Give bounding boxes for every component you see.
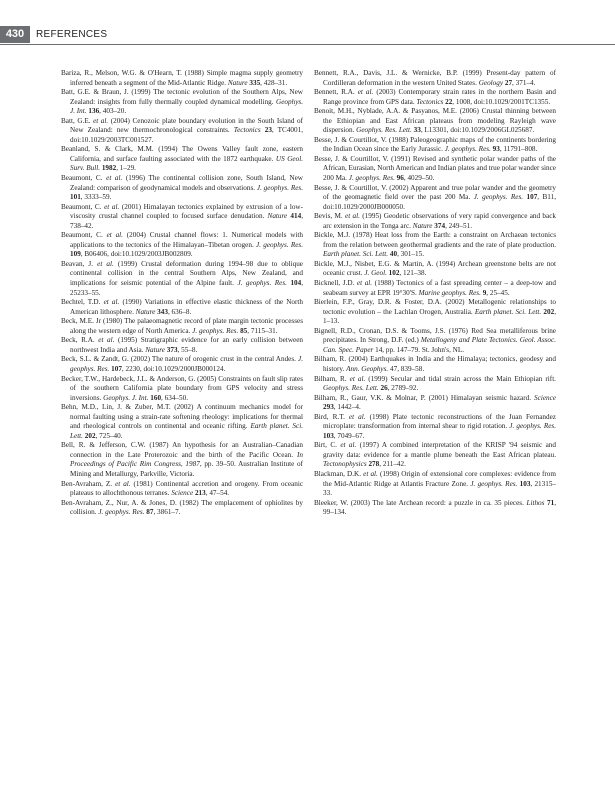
- reference-authors: Bell, R. & Jefferson, C.W. (1987) An hypothesis for an Australian–Canadian connection in the Late Proterozoic and the birth of the Pacific Ocean.: [61, 441, 303, 459]
- reference-volume: 96: [396, 174, 404, 183]
- reference-volume: 101: [70, 193, 81, 202]
- et-al: et al.: [97, 259, 114, 268]
- reference-entry: [314, 327, 556, 356]
- reference-authors: Beaumont, C.: [61, 202, 105, 211]
- reference-citation: , 1–29.: [116, 164, 136, 173]
- reference-title: (1988) Tectonics of a fast spreading center – a deep-tow and seabeam survey at EPR 19°30'S.: [323, 279, 557, 297]
- reference-authors: Beaumont, C.: [61, 231, 107, 240]
- reference-entry: [61, 336, 303, 355]
- reference-citation: , 7115–31.: [247, 326, 278, 335]
- reference-authors: Becker, T.W., Hardebeck, J.L. & Anderson, G. (2005) Constraints on fault slip rates of the southern California plate boundary from GPS velocity and stress inversions.: [61, 374, 303, 402]
- reference-journal: J. geophys. Res.: [470, 479, 518, 488]
- reference-authors: Bickle, M.J., Nisbet, E.G. & Martin, A. (1994) Archean greenstone belts are not oceanic crust.: [314, 259, 556, 278]
- reference-entry: [314, 499, 556, 518]
- et-al: et al.: [349, 374, 366, 383]
- reference-volume: 27: [504, 78, 513, 87]
- reference-title: (1996) The continental collision zone, South Island, New Zealand: comparison of geodynamical models and observations.: [70, 174, 303, 192]
- reference-entry: [314, 394, 556, 413]
- reference-journal: J. Geol.: [364, 269, 387, 278]
- reference-entry: [314, 375, 556, 394]
- reference-journal: Geology: [478, 78, 504, 87]
- reference-entry: [314, 260, 556, 279]
- reference-authors: Beck, R.A.: [61, 336, 99, 345]
- reference-volume: 104: [290, 279, 302, 288]
- reference-journal: Nature: [135, 307, 156, 316]
- reference-citation: , 371–4.: [512, 78, 536, 87]
- reference-citation: , B11, doi:10.1029/2000JB000050.: [323, 193, 557, 211]
- reference-journal: Science: [534, 393, 556, 402]
- reference-entry: [61, 145, 303, 174]
- reference-journal: Metallogeny and Plate Tectonics. Geol. Assoc. Can. Spec. Paper: [323, 336, 556, 354]
- reference-authors: Bilham, R. (2004) Earthquakes in India and the Himalaya; tectonics, geodesy and history.: [314, 355, 556, 373]
- reference-entry: [314, 279, 556, 298]
- reference-volume: 335: [249, 78, 261, 87]
- reference-journal: J. geophys. Res.: [192, 326, 239, 335]
- reference-citation: , 725–40.: [95, 431, 123, 440]
- reference-entry: [314, 155, 556, 184]
- et-al: et al.: [357, 88, 374, 97]
- reference-title: (1995) Stratigraphic evidence for an early collision between northwest India and Asia.: [70, 336, 303, 354]
- reference-journal: J. geophys. Res.: [473, 193, 524, 202]
- reference-authors: Besse, J. & Courtillot, V. (1988) Paleogeographic maps of the continents bordering the Indian Ocean since the Early Jurassic.: [314, 135, 556, 154]
- reference-volume: 414: [290, 212, 302, 221]
- reference-entry: [314, 413, 556, 442]
- reference-authors: Blackman, D.K.: [314, 469, 364, 478]
- reference-entry: [314, 88, 556, 107]
- reference-citation: , 403–20.: [99, 107, 127, 116]
- reference-journal: Tectonics: [233, 126, 261, 135]
- et-al: et al.: [103, 298, 120, 307]
- reference-entry: [61, 317, 303, 336]
- reference-citation: , 3333–59.: [80, 193, 112, 202]
- reference-entry: [61, 260, 303, 298]
- reference-authors: Bennett, R.A.: [314, 88, 358, 97]
- right-column: [314, 69, 556, 518]
- reference-volume: 9: [482, 288, 487, 297]
- reference-citation: , 634–50.: [161, 393, 188, 402]
- et-al: et al.: [345, 212, 360, 221]
- reference-title: (1998) Plate tectonic reconstructions of the Juan Fernandez microplate: transformation from internal shear to rigid rotation.: [323, 412, 556, 431]
- reference-citation: , 7049–67.: [333, 431, 365, 440]
- page-header: [0, 0, 615, 44]
- reference-citation: , 3861–7.: [153, 508, 181, 517]
- reference-entry: [314, 107, 556, 136]
- reference-entry: [61, 355, 303, 374]
- reference-citation: 47, 839–58.: [388, 364, 425, 373]
- reference-entry: [314, 184, 556, 213]
- reference-journal: J. geophys. Res.: [509, 422, 556, 431]
- reference-journal: Earth planet. Sci. Lett.: [70, 422, 303, 440]
- reference-volume: 23: [264, 126, 272, 135]
- reference-citation: , 55–8.: [177, 345, 198, 354]
- reference-volume: 136: [88, 107, 100, 116]
- reference-authors: Batt, G.E. & Braun, J. (1999) The tectonic evolution of the Southern Alps, New Zealand: insights from fully thermally coupled dynamical modelling.: [61, 88, 303, 106]
- reference-title: (1999) Crustal deformation during 1994–98 due to oblique continental collision in the central Southern Alps, New Zealand, and implications for seismic potential of the Alpine fault.: [70, 259, 303, 288]
- reference-entry: [61, 88, 303, 117]
- reference-journal: Earth planet. Sci. Lett.: [323, 250, 389, 259]
- reference-citation: , 211–42.: [379, 460, 406, 469]
- reference-citation: , 636–8.: [167, 307, 192, 316]
- et-al: et al.: [115, 479, 131, 488]
- reference-citation: , 21315–33.: [323, 479, 557, 498]
- reference-citation: 14, pp. 147–79. St. John's, NL.: [373, 345, 465, 354]
- reference-authors: Benoit, M.H., Nyblade, A.A. & Pasyanos, M.E. (2006) Crustal thinning between the Ethiopian and East African plateaus from modeling Rayleigh wave dispersion.: [314, 107, 556, 135]
- reference-volume: 160: [150, 393, 162, 402]
- reference-authors: Bleeker, W. (2003) The late Archean record: a puzzle in ca. 35 pieces.: [314, 498, 527, 507]
- reference-volume: 33: [413, 126, 421, 135]
- reference-citation: , 2789–92.: [387, 384, 419, 393]
- reference-citation: , 428–31.: [260, 78, 288, 87]
- reference-citation: , 25–45.: [486, 288, 510, 297]
- reference-authors: Bilham, R.: [314, 374, 350, 383]
- reference-authors: Ben-Avraham, Z.: [61, 479, 116, 488]
- reference-journal: J. geophys. Res.: [348, 174, 395, 183]
- reference-citation: , 2230, doi:10.1029/2000JB000124.: [121, 364, 226, 373]
- reference-journal: Nature: [227, 78, 248, 87]
- reference-authors: Bicknell, J.D.: [314, 279, 357, 288]
- reference-entry: [61, 499, 303, 518]
- reference-journal: J. geophys. Res.: [444, 145, 491, 154]
- reference-journal: Geophys. J. Int.: [103, 393, 149, 402]
- reference-entry: [314, 470, 556, 499]
- reference-title: (1998) Origin of extensional core complexes: evidence from the Mid-Atlantic Ridge at Atlantis Fracture Zone.: [323, 469, 556, 488]
- reference-entry: [314, 355, 556, 374]
- reference-title: (1990) Variations in effective elastic thickness of the North American lithosphere.: [70, 298, 304, 316]
- reference-journal: J. geophys. Res.: [237, 279, 287, 288]
- reference-entry: [61, 298, 303, 317]
- reference-authors: Bennett, R.A., Davis, J.L. & Wernicke, B.P. (1999) Present-day pattern of Cordilleran deformation in the western United States.: [314, 69, 556, 87]
- et-al: et al.: [98, 336, 115, 345]
- reference-volume: 71: [547, 498, 555, 507]
- reference-authors: Bechtel, T.D.: [61, 298, 104, 307]
- reference-authors: Beck, S.L. & Zandt, G. (2002) The nature of orogenic crust in the central Andes.: [61, 355, 298, 364]
- reference-journal: Ann. Geophys.: [346, 364, 389, 373]
- reference-citation: , pp. 39–50. Australian Institute of Mining and Metallurgy, Parkville, Victoria.: [70, 460, 303, 478]
- et-al: et al.: [106, 174, 123, 183]
- reference-entry: [61, 117, 303, 146]
- reference-entry: [61, 69, 303, 88]
- header-rule: [0, 44, 615, 45]
- reference-citation: , 11791–808.: [499, 145, 538, 154]
- reference-journal: Geophys. J. Int.: [70, 97, 303, 116]
- reference-entry: [61, 203, 303, 232]
- reference-entry: [314, 231, 556, 260]
- reference-authors: Ben-Avraham, Z., Nur, A. & Jones, D. (1982) The emplacement of ophiolites by collision.: [61, 498, 303, 517]
- reference-entry: [61, 480, 303, 499]
- reference-journal: Tectonics: [416, 97, 444, 106]
- reference-citation: , 1008, doi:10.1029/2001TC1355.: [452, 97, 551, 106]
- reference-volume: 109: [70, 250, 81, 259]
- reference-citation: , 1–13.: [323, 307, 556, 326]
- reference-title: (1999) Secular and tidal strain across the Main Ethiopian rift.: [365, 374, 556, 383]
- reference-journal: J. geophys. Res.: [70, 355, 303, 373]
- reference-title: (1981) Continental accretion and orogeny. From oceanic plateaus to allochthonous terranes.: [70, 479, 304, 498]
- reference-authors: Birt, C.: [314, 441, 341, 450]
- reference-title: (2004) Cenozoic plate boundary evolution in the South Island of New Zealand: new thermochronological constraints.: [70, 116, 303, 135]
- reference-authors: Bilham, R., Gaur, V.K. & Molnar, P. (2001) Himalayan seismic hazard.: [314, 393, 535, 402]
- reference-authors: Bird, R.T.: [314, 412, 349, 421]
- reference-volume: 1982: [101, 164, 117, 173]
- page-number: 430: [0, 26, 30, 43]
- reference-volume: 213: [194, 489, 206, 498]
- reference-citation: , 738–42.: [70, 212, 303, 230]
- reference-journal: Science: [171, 489, 194, 498]
- et-al: et al.: [348, 412, 366, 421]
- reference-journal: Earth planet. Sci. Lett.: [474, 307, 542, 316]
- reference-journal: Tectonophysics: [323, 460, 367, 469]
- et-al: et al.: [363, 469, 378, 478]
- reference-volume: 202: [84, 431, 96, 440]
- reference-entry: [61, 403, 303, 441]
- reference-journal: Marine geophys. Res.: [418, 288, 481, 297]
- reference-journal: Lithos: [526, 498, 545, 507]
- reference-volume: 22: [445, 97, 453, 106]
- reference-citation: , 121–38.: [399, 269, 427, 278]
- reference-citation: , L13301, doi:10.1029/2006GL025687.: [420, 126, 535, 135]
- reference-citation: , 4029–50.: [403, 174, 435, 183]
- reference-authors: Bignell, R.D., Cronan, D.S. & Tooms, J.S. (1976) Red Sea metalliferous brine precipitates. In Strong, D.F. (ed.): [314, 326, 556, 345]
- reference-journal: Geophys. Res. Lett.: [323, 384, 379, 393]
- reference-journal: Nature: [412, 221, 433, 230]
- reference-citation: , 47–54.: [205, 489, 230, 498]
- reference-journal: In Proceedings of Pacific Rim Congress, 1987: [70, 450, 303, 469]
- et-al: et al.: [93, 116, 109, 125]
- reference-authors: Behn, M.D., Lin, J. & Zuber, M.T. (2002) A continuum mechanics model for normal faulting using a strain-rate softening rheology: implications for thermal and rheological controls on continental and oceanic rifting.: [61, 403, 303, 431]
- reference-journal: US Geol. Surv. Bull.: [70, 154, 303, 173]
- reference-journal: J. geophys. Res.: [255, 240, 303, 249]
- reference-citation: , B06406, doi:10.1029/2003JB002809.: [80, 250, 193, 259]
- reference-volume: 93: [492, 145, 500, 154]
- reference-authors: Besse, J. & Courtillot, V. (2002) Apparent and true polar wander and the geometry of the geomagnetic field over the past 200 Ma.: [314, 183, 556, 202]
- reference-volume: 85: [240, 326, 248, 335]
- reference-volume: 87: [146, 508, 154, 517]
- reference-title: (2003) Contemporary strain rates in the northern Basin and Range province from GPS data.: [323, 88, 556, 106]
- reference-title: (2001) Himalayan tectonics explained by extrusion of a low-viscosity crustal channel coupled to focused surface denudation.: [70, 202, 304, 221]
- reference-volume: 102: [388, 269, 400, 278]
- left-column: [61, 69, 303, 518]
- reference-entry: [61, 174, 303, 203]
- reference-journal: J. geophys. Res.: [98, 508, 145, 517]
- reference-citation: , 1442–4.: [333, 403, 361, 412]
- reference-citation: , 301–15.: [397, 250, 425, 259]
- reference-volume: 293: [323, 403, 334, 412]
- reference-authors: Bickle, M.J. (1978) Heat loss from the Earth: a constraint on Archaean tectonics from the relation between geothermal gradients and the rate of plate production.: [314, 231, 556, 249]
- reference-journal: Geophys. Res. Lett.: [356, 126, 412, 135]
- reference-journal: J. geophys. Res.: [256, 183, 303, 192]
- et-al: et al.: [340, 441, 357, 450]
- reference-authors: Beaumont, C.: [61, 174, 107, 183]
- reference-authors: Besse, J. & Courtillot, V. (1991) Revised and synthetic polar wander paths of the African, Eurasian, North American and Indian plates and true polar wander since 200 Ma.: [314, 154, 556, 183]
- reference-entry: [61, 441, 303, 479]
- reference-authors: Bierlein, F.P., Gray, D.R. & Foster, D.A. (2002) Metallogenic relationships to tectonic evolution – the Lachlan Orogen, Australia.: [314, 298, 556, 316]
- reference-authors: Beck, M.E. Jr (1980) The palaeomagnetic record of plate margin tectonic processes along the western edge of North America.: [61, 317, 303, 335]
- reference-entry: [314, 136, 556, 155]
- reference-authors: Batt, G.E.: [61, 116, 94, 125]
- reference-entry: [61, 375, 303, 404]
- reference-journal: Nature: [145, 345, 165, 354]
- reference-volume: 107: [111, 364, 122, 373]
- reference-volume: 278: [368, 460, 380, 469]
- reference-entry: [314, 212, 556, 231]
- reference-volume: 343: [157, 307, 168, 316]
- reference-volume: 202: [543, 307, 555, 316]
- et-al: et al.: [356, 279, 373, 288]
- reference-volume: 103: [323, 431, 334, 440]
- reference-volume: 40: [389, 250, 398, 259]
- reference-authors: Beanland, S. & Clark, M.M. (1994) The Owens Valley fault zone, eastern California, and surface faulting associated with the 1872 earthquake.: [61, 145, 303, 163]
- reference-entry: [314, 69, 556, 88]
- reference-entry: [314, 298, 556, 327]
- reference-citation: , 99–134.: [323, 498, 556, 517]
- reference-citation: , 249–51.: [445, 221, 473, 230]
- reference-volume: 107: [526, 193, 538, 202]
- reference-authors: Beavan, J.: [61, 259, 98, 268]
- reference-journal: Nature: [267, 212, 288, 221]
- reference-entry: [314, 441, 556, 470]
- reference-citation: , 25233–55.: [70, 279, 304, 297]
- reference-entry: [61, 231, 303, 260]
- reference-authors: Bevis, M.: [314, 212, 346, 221]
- reference-citation: , TC4001, doi:10.1029/2003TC001527.: [70, 126, 303, 144]
- reference-title: (2004) Crustal channel flows: 1. Numerical models with applications to the tectonics of the Himalayan–Tibetan orogen.: [70, 231, 303, 249]
- reference-title: (1997) A combined interpretation of the KRISP '94 seismic and gravity data: evidence for a mantle plume beneath the East African plateau.: [323, 441, 556, 459]
- reference-volume: 26: [380, 384, 388, 393]
- et-al: et al.: [104, 202, 120, 211]
- et-al: et al.: [106, 231, 123, 240]
- reference-volume: 373: [166, 345, 178, 354]
- reference-authors: Bariza, R., Melson, W.G. & O'Hearn, T. (1988) Simple magma supply geometry inferred beneath a segment of the Mid-Atlantic Ridge.: [61, 69, 303, 87]
- reference-title: (1995) Geodetic observations of very rapid convergence and back arc extension in the Tonga arc.: [323, 212, 557, 230]
- reference-volume: 103: [519, 479, 531, 488]
- reference-volume: 374: [434, 221, 446, 230]
- running-head: REFERENCES: [36, 29, 108, 40]
